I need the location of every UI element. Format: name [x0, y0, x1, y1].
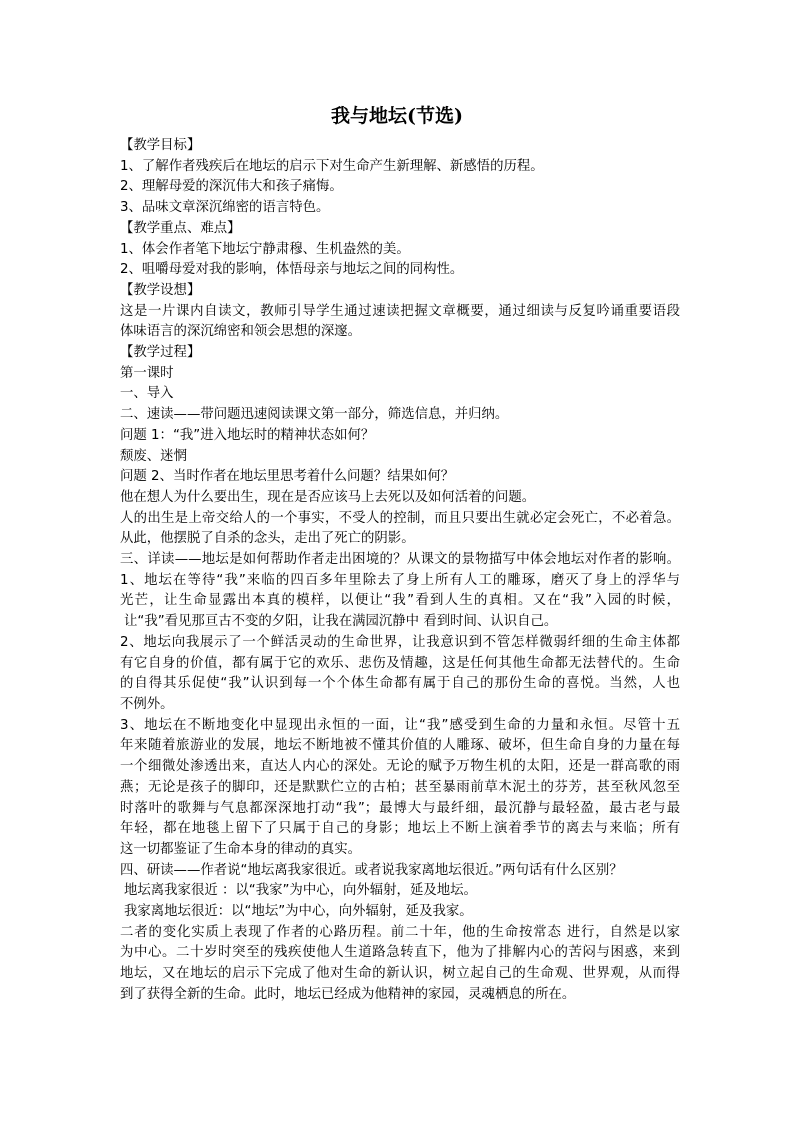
text-line: 让“我”看见那亘古不变的夕阳，让我在满园沉静中 看到时间、认识自己。: [124, 614, 558, 630]
document-body: [120, 136, 680, 1006]
text-line: 2、理解母爱的深沉伟大和孩子痛悔。: [120, 179, 343, 195]
text-line: 二者的变化实质上表现了作者的心路历程。前二十年，他的生命按常态 进行，自然是以家: [120, 924, 680, 940]
section-heading: 【教学设想】: [120, 282, 201, 298]
section-heading: 【教学过程】: [120, 345, 201, 361]
text-line: 一、导入: [120, 386, 174, 402]
text-line: 地坛，又在地坛的启示下完成了他对生命的新认识，树立起自己的生命观、世界观，从而得: [120, 966, 680, 982]
text-line: 年来随着旅游业的发展，地坛不断地被不懂其价值的人雕琢、破坏，但生命自身的力量在每: [120, 738, 680, 754]
text-line: 3、地坛在不断地变化中显现出永恒的一面，让“我”感受到生命的力量和永恒。尽管十五: [120, 717, 680, 733]
page-title: 我与地坛(节选): [331, 105, 463, 127]
text-line: 的自得其乐促使“我”认识到每一个个体生命都有属于自己的那份生命的喜悦。当然，人也: [120, 676, 680, 692]
text-line: 1、地坛在等待“我”来临的四百多年里除去了身上所有人工的雕琢，磨灭了身上的浮华与: [120, 572, 680, 588]
text-line: 人的出生是上帝交给人的一个事实，不受人的控制，而且只要出生就必定会死亡，不必着急。: [120, 510, 680, 526]
text-line: 这一切都鉴证了生命本身的律动的真实。: [120, 841, 362, 857]
text-line: 时落叶的歌舞与气息都深深地打动“我”；最博大与最纤细，最沉静与最轻盈，最古老与最: [120, 800, 680, 816]
text-line: 他在想人为什么要出生，现在是否应该马上去死以及如何活着的问题。: [120, 489, 536, 505]
text-line: 有它自身的价值，都有属于它的欢乐、悲伤及情趣，这是任何其他生命都无法替代的。生命: [120, 655, 680, 671]
text-line: 三、详读——地坛是如何帮助作者走出困境的？从课文的景物描写中体会地坛对作者的影响。: [120, 552, 680, 568]
text-line: 颓废、迷惘: [120, 448, 187, 464]
text-line: 2、咀嚼母爱对我的影响，体悟母亲与地坛之间的同构性。: [120, 262, 464, 278]
text-line: 体味语言的深沉绵密和领会思想的深邃。: [120, 324, 362, 340]
text-line: 问题 2、当时作者在地坛里思考着什么问题？结果如何？: [120, 469, 455, 485]
text-line: 到了获得全新的生命。此时，地坛已经成为他精神的家园，灵魂栖息的所在。: [120, 986, 576, 1002]
text-line: 我家离地坛很近：以“地坛”为中心，向外辐射，延及我家。: [124, 904, 473, 920]
text-line: 燕；无论是孩子的脚印，还是默默伫立的古柏；甚至暴雨前草木泥土的芬芳，甚至秋风忽至: [120, 779, 680, 795]
section-heading: 【教学重点、难点】: [120, 220, 241, 236]
text-line: 为中心。二十岁时突至的残疾使他人生道路急转直下，他为了排解内心的苦闷与困惑，来到: [120, 945, 680, 961]
text-line: 二、速读——带问题迅速阅读课文第一部分，筛选信息，并归纳。: [120, 407, 509, 423]
text-line: 1、体会作者笔下地坛宁静肃穆、生机盎然的美。: [120, 241, 410, 257]
text-line: 不例外。: [120, 696, 174, 712]
section-heading: 【教学目标】: [120, 138, 201, 153]
text-line: 年轻，都在地毯上留下了只属于自己的身影；地坛上不断上演着季节的离去与来临；所有: [120, 821, 680, 837]
text-line: 四、研读——作者说“地坛离我家很近。或者说我家离地坛很近。”两句话有什么区别？: [120, 862, 623, 878]
text-line: 问题 1：“我”进入地坛时的精神状态如何？: [120, 427, 375, 443]
text-line: 第一课时: [120, 365, 174, 381]
text-line: 光芒，让生命显露出本真的模样，以便让“我”看到人生的真相。又在“我”入园的时候，: [120, 593, 680, 609]
text-line: 地坛离我家很近 ：以“我家”为中心，向外辐射，延及地坛。: [124, 883, 477, 899]
text-line: 3、品味文章深沉绵密的语言特色。: [120, 200, 330, 216]
text-line: 这是一片课内自读文，教师引导学生通过速读把握文章概要，通过细读与反复吟诵重要语段: [120, 303, 680, 319]
text-line: 从此，他摆脱了自杀的念头，走出了死亡的阴影。: [120, 531, 415, 547]
text-line: 一个细微处渗透出来，直达人内心的深处。无论的赋予万物生机的太阳，还是一群高歌的雨: [120, 759, 680, 775]
text-line: 2、地坛向我展示了一个鲜活灵动的生命世界，让我意识到不管怎样微弱纤细的生命主体都: [120, 634, 680, 650]
text-line: 1、了解作者残疾后在地坛的启示下对生命产生新理解、新感悟的历程。: [120, 158, 544, 174]
